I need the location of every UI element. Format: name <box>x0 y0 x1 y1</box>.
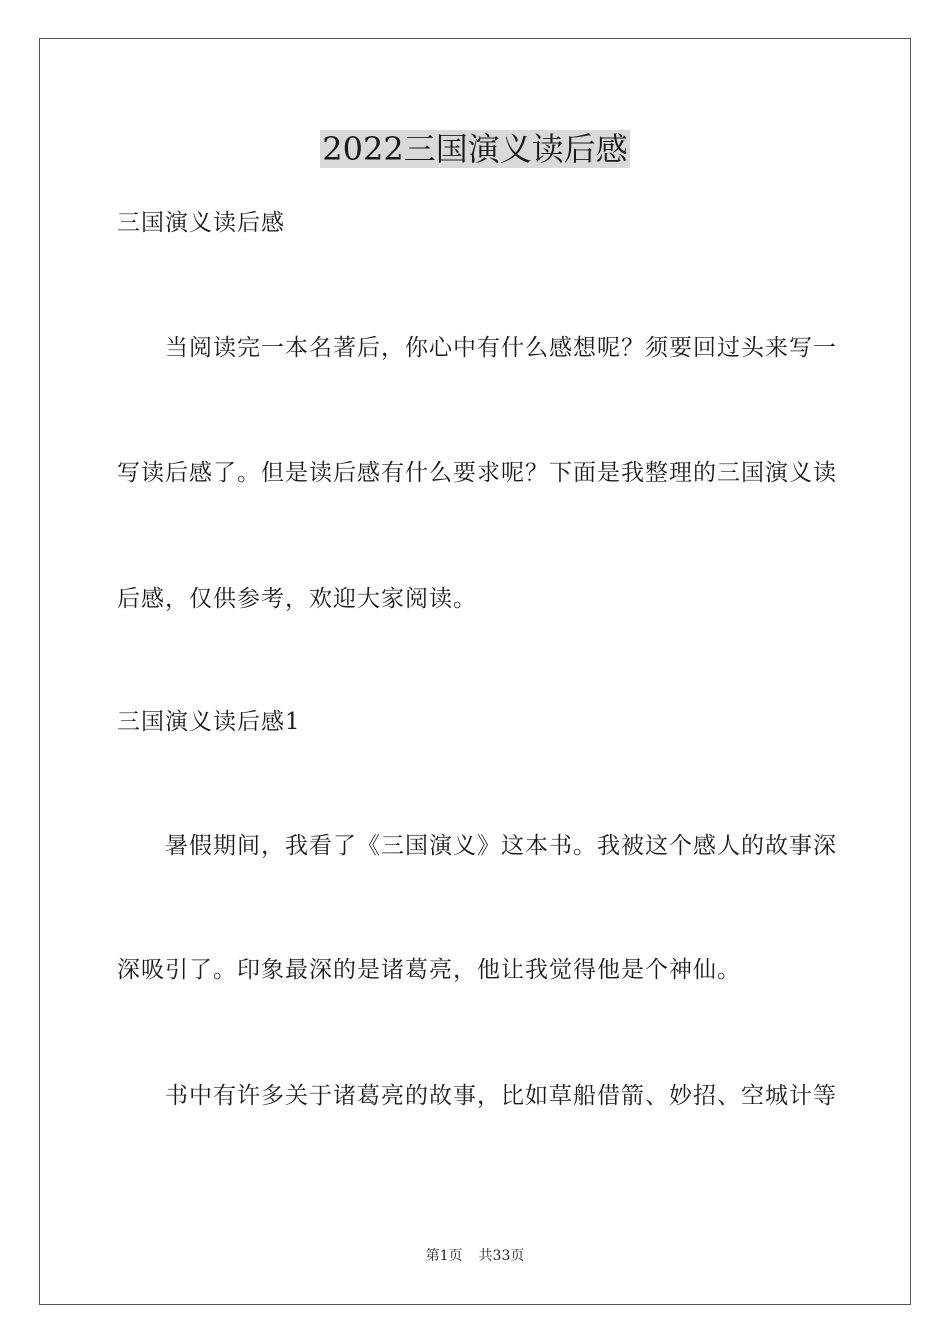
document-title-text: 2022三国演义读后感 <box>322 130 628 168</box>
page-footer <box>0 1246 950 1266</box>
document-title <box>0 128 950 170</box>
paragraph-line: 书中有许多关于诸葛亮的故事，比如草船借箭、妙招、空城计等 <box>165 1083 837 1109</box>
page-number: 第1页 <box>425 1248 463 1264</box>
paragraph-line: 深吸引了。印象最深的是诸葛亮，他让我觉得他是个神仙。 <box>117 957 741 983</box>
paragraph-line: 写读后感了。但是读后感有什么要求呢？下面是我整理的三国演义读 <box>117 460 837 486</box>
paragraph-line: 暑假期间，我看了《三国演义》这本书。我被这个感人的故事深 <box>165 833 837 859</box>
paragraph-line: 后感，仅供参考，欢迎大家阅读。 <box>117 586 477 612</box>
section-heading-line: 三国演义读后感1 <box>117 709 301 735</box>
page-total: 共33页 <box>478 1248 525 1264</box>
subtitle-line: 三国演义读后感 <box>117 210 285 236</box>
paragraph-line: 当阅读完一本名著后，你心中有什么感想呢？须要回过头来写一 <box>165 335 837 361</box>
